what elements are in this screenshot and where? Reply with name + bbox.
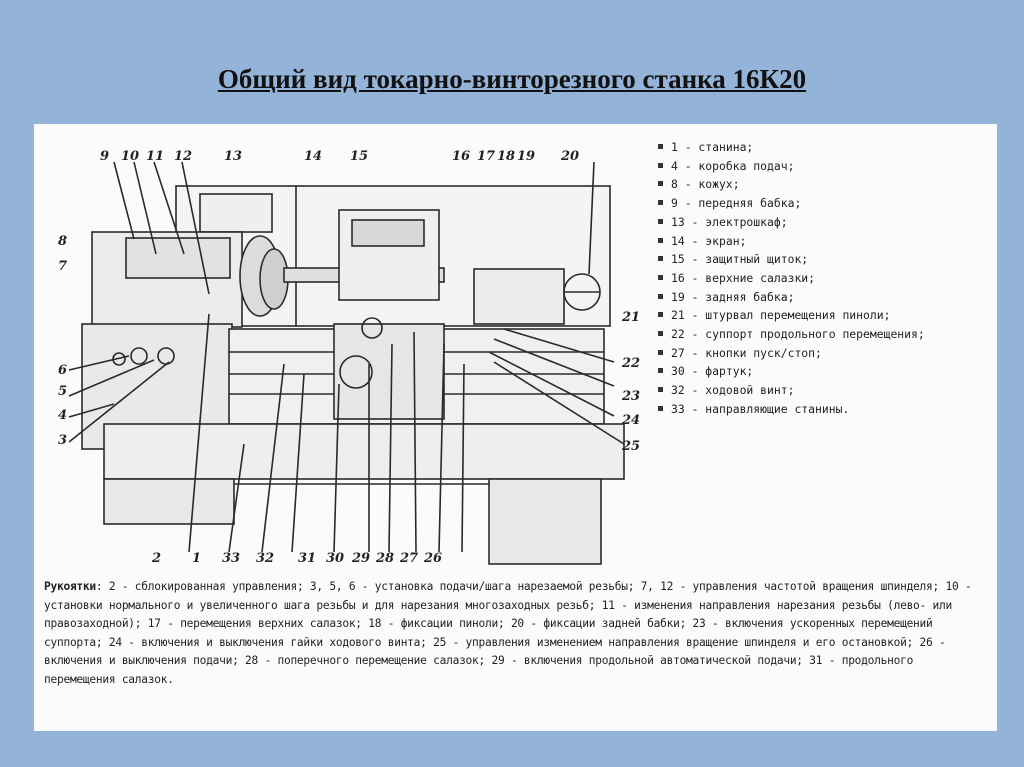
legend-item [656,344,996,363]
callout-number: 12 [174,149,193,164]
legend-label: 19 - задняя бабка; [671,289,795,304]
legend-item [656,175,996,194]
bullet-icon [658,163,663,168]
bullet-icon [658,200,663,205]
legend-label: 8 - кожух; [671,177,740,192]
legend-item [656,213,996,232]
bullet-icon [658,144,663,149]
legend-label: 30 - фартук; [671,364,754,379]
legend-item [656,250,996,269]
legend-item [656,306,996,325]
callout-number: 27 [400,551,419,566]
callout-number: 31 [298,551,317,566]
callout-number: 15 [350,149,369,164]
callout-number: 32 [256,551,275,566]
callout-number: 20 [561,149,580,164]
callout-number: 18 [497,149,516,164]
callout-number: 14 [304,149,323,164]
bullet-icon [658,387,663,392]
callout-number: 4 [58,408,68,423]
callout-number: 8 [58,234,68,249]
handles-caption [44,578,989,690]
slide-title: Общий вид токарно-винторезного станка 16К20 [217,64,807,94]
callout-number: 24 [622,413,641,428]
legend-label: 9 - передняя бабка; [671,196,802,211]
bullet-icon [658,219,663,224]
bullet-icon [658,312,663,317]
callout-number: 17 [477,149,496,164]
callout-number: 25 [622,439,641,454]
legend-label: 22 - суппорт продольного перемещения; [671,327,925,342]
callout-number: 16 [452,149,471,164]
bullet-icon [658,275,663,280]
legend-item [656,381,996,400]
legend-item [656,138,996,157]
callout-number: 7 [58,259,68,274]
bullet-icon [658,331,663,336]
callout-number: 26 [424,551,443,566]
callout-number: 30 [326,551,345,566]
caption-text: : 2 - сблокированная управления; 3, 5, 6 - установка подачи/шага нарезаемой резьбы; 7, 12 - управления частотой вращения шпинделя; 10 - установки нормального и увеличенного шага резьбы и для нарезания многозаходных резьб; 11 - изменения направления нарезания резьбы (лево- или правозаходной); 17 - перемещения верхних салазок; 18 - фиксации пиноли; 20 - фиксации задней бабки; 23 - включения ускоренных перемещений суппорта; 24 - включения и выключения гайки ходового винта; 25 - управления изменением направления вращение шпинделя и его остановкой; 26 - включения и выключения подачи; 28 - поперечного перемещение салазок; 29 - включения продольной автоматической подачи; 31 - продольного перемещения салазок. [44,580,972,686]
legend-label: 21 - штурвал перемещения пиноли; [671,308,891,323]
legend-label: 1 - станина; [671,140,754,154]
legend-item [656,269,996,288]
bullet-icon [658,406,663,411]
legend-label: 33 - направляющие станины. [671,401,850,416]
callout-number: 3 [58,433,68,448]
callout-number: 23 [622,389,641,404]
legend-label: 14 - экран; [671,233,747,248]
caption-heading: Рукоятки [44,580,96,593]
figure-panel [34,124,997,731]
lathe-drawing [34,124,654,574]
callout-number: 2 [152,551,162,566]
legend-label: 15 - защитный щиток; [671,252,809,267]
legend-item [656,325,996,344]
callout-number: 29 [352,551,371,566]
legend-label: 16 - верхние салазки; [671,270,816,285]
parts-legend [656,138,996,419]
callout-number: 28 [376,551,395,566]
legend-item [656,157,996,176]
legend-label: 13 - электрошкаф; [671,214,788,229]
bullet-icon [658,368,663,373]
bullet-icon [658,238,663,243]
callout-number: 9 [100,149,110,164]
legend-item [656,288,996,307]
callout-number: 13 [224,149,243,164]
bullet-icon [658,294,663,299]
legend-label: 27 - кнопки пуск/стоп; [671,345,822,360]
bullet-icon [658,181,663,186]
callout-number: 19 [517,149,536,164]
callout-number: 1 [192,551,202,566]
legend-item [656,362,996,381]
legend-item [656,232,996,251]
callout-number: 6 [58,363,68,378]
callout-number: 11 [146,149,165,164]
legend-label: 4 - коробка подач; [671,158,795,173]
legend-item [656,194,996,213]
bullet-icon [658,350,663,355]
callout-number: 21 [622,310,641,325]
callout-number: 10 [121,149,140,164]
callout-number: 33 [222,551,241,566]
callout-number: 5 [58,384,68,399]
legend-item [656,400,996,419]
bullet-icon [658,256,663,261]
callout-number: 22 [622,356,641,371]
legend-label: 32 - ходовой винт; [671,383,795,398]
